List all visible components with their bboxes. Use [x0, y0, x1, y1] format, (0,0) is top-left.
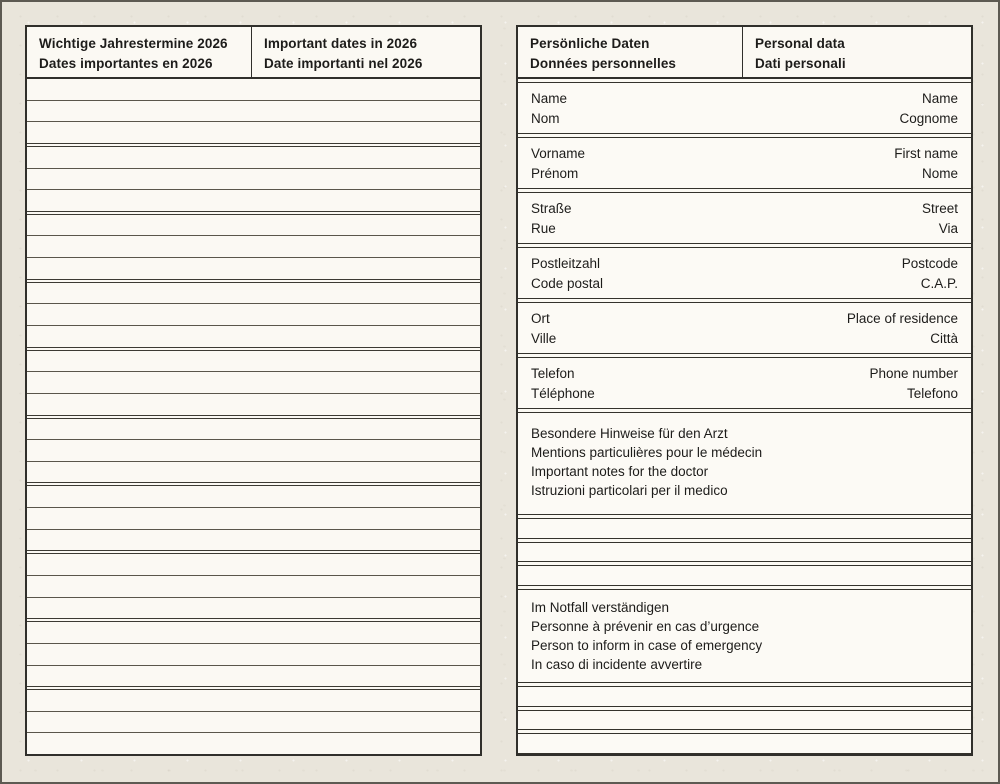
blank-writing-line — [518, 733, 971, 754]
doctor-notes-box — [518, 412, 971, 515]
header-title-it: Date importanti nel 2026 — [264, 55, 423, 71]
blank-writing-line — [27, 394, 480, 415]
emergency-it: In caso di incidente avvertire — [531, 657, 703, 673]
field-label-en-it — [899, 89, 958, 133]
blank-writing-line — [27, 283, 480, 305]
header-title-fr: Données personnelles — [530, 55, 677, 71]
header-col-de-fr — [518, 27, 743, 77]
field-name — [518, 82, 971, 134]
header-col-en-it — [252, 27, 480, 77]
label-de: Straße — [531, 201, 572, 216]
blank-line-group — [27, 350, 480, 416]
blank-writing-line — [27, 304, 480, 326]
blank-writing-line — [27, 101, 480, 123]
blank-writing-line — [27, 190, 480, 211]
emergency-en: Person to inform in case of emergency — [531, 638, 763, 654]
doctor-notes-de: Besondere Hinweise für den Arzt — [531, 426, 728, 441]
personal-data-stack — [518, 79, 971, 754]
blank-writing-line — [27, 122, 480, 143]
label-it: Cognome — [899, 110, 958, 126]
blank-line-group — [27, 79, 480, 144]
blank-writing-line — [27, 486, 480, 508]
doctor-notes-fr: Mentions particulières pour le médecin — [531, 445, 763, 460]
personal-data-header — [518, 27, 971, 79]
blank-writing-line — [27, 576, 480, 598]
blank-writing-line — [27, 372, 480, 394]
blank-writing-line — [27, 258, 480, 279]
field-postcode — [518, 247, 971, 299]
blank-writing-line — [27, 666, 480, 687]
blank-line-group — [27, 485, 480, 551]
field-label-de-fr — [531, 199, 572, 243]
blank-line-group — [27, 418, 480, 484]
label-de: Vorname — [531, 146, 586, 161]
field-label-de-fr — [531, 89, 567, 133]
field-place-of-residence — [518, 302, 971, 354]
label-fr: Code postal — [531, 275, 604, 291]
blank-line-group — [27, 553, 480, 619]
label-fr: Nom — [531, 110, 560, 126]
blank-writing-line — [27, 147, 480, 169]
blank-writing-line — [27, 530, 480, 551]
label-en: Street — [921, 201, 958, 216]
label-it: C.A.P. — [920, 275, 958, 291]
field-label-de-fr — [531, 144, 585, 188]
label-de: Telefon — [531, 366, 575, 381]
header-title-it: Dati personali — [755, 55, 846, 71]
label-it: Telefono — [906, 385, 958, 401]
blank-line-group — [27, 621, 480, 687]
label-de: Postleitzahl — [531, 256, 601, 271]
field-label-de-fr — [531, 364, 595, 408]
emergency-fr: Personne à prévenir en cas d’urgence — [531, 619, 760, 635]
blank-writing-line — [27, 351, 480, 373]
header-col-en-it — [743, 27, 971, 77]
blank-writing-line — [27, 712, 480, 734]
label-fr: Téléphone — [531, 385, 595, 401]
label-it: Città — [930, 330, 958, 346]
blank-line-group — [27, 146, 480, 212]
blank-writing-line — [518, 542, 971, 563]
header-col-de-fr — [27, 27, 252, 77]
field-first-name — [518, 137, 971, 189]
emergency-de: Im Notfall verständigen — [531, 600, 670, 616]
blank-writing-line — [27, 733, 480, 754]
field-label-en-it — [847, 309, 958, 353]
header-title-de: Wichtige Jahrestermine 2026 — [39, 36, 228, 51]
field-label-en-it — [922, 199, 958, 243]
header-title-en: Personal data — [755, 36, 845, 51]
label-en: First name — [894, 146, 958, 161]
field-label-de-fr — [531, 309, 556, 353]
doctor-notes-it: Istruzioni particolari per il medico — [531, 483, 728, 498]
header-title-en: Important dates in 2026 — [264, 36, 418, 51]
field-label-en-it — [869, 364, 958, 408]
label-fr: Ville — [531, 330, 557, 346]
blank-writing-line — [27, 622, 480, 644]
label-en: Phone number — [869, 366, 958, 381]
blank-writing-line — [27, 690, 480, 712]
field-label-en-it — [894, 144, 958, 188]
field-label-en-it — [902, 254, 958, 298]
label-en: Name — [921, 91, 958, 106]
blank-writing-line — [518, 565, 971, 586]
dates-lines-area — [27, 79, 480, 754]
blank-writing-line — [518, 710, 971, 731]
blank-writing-line — [27, 462, 480, 483]
blank-writing-line — [27, 440, 480, 462]
blank-writing-line — [27, 554, 480, 576]
label-fr: Prénom — [531, 165, 579, 181]
blank-line-group — [27, 214, 480, 280]
label-de: Name — [531, 91, 568, 106]
label-it: Nome — [921, 165, 958, 181]
blank-writing-line — [27, 419, 480, 441]
blank-writing-line — [518, 518, 971, 539]
important-dates-panel — [25, 25, 482, 756]
blank-line-group — [27, 282, 480, 348]
blank-writing-line — [27, 644, 480, 666]
important-dates-header — [27, 27, 480, 79]
label-en: Postcode — [901, 256, 958, 271]
blank-line-group — [27, 689, 480, 754]
blank-writing-line — [27, 326, 480, 347]
label-de: Ort — [531, 311, 550, 326]
field-phone — [518, 357, 971, 409]
field-label-de-fr — [531, 254, 603, 298]
doctor-notes-en: Important notes for the doctor — [531, 464, 709, 479]
emergency-contact-box — [518, 589, 971, 683]
blank-writing-line — [27, 236, 480, 258]
header-title-fr: Dates importantes en 2026 — [39, 55, 213, 71]
blank-writing-line — [27, 598, 480, 619]
blank-writing-line — [518, 686, 971, 707]
label-it: Via — [938, 220, 958, 236]
personal-data-panel — [516, 25, 973, 756]
field-street — [518, 192, 971, 244]
blank-writing-line — [27, 169, 480, 191]
blank-writing-line — [27, 79, 480, 101]
label-fr: Rue — [531, 220, 556, 236]
blank-writing-line — [27, 508, 480, 530]
blank-writing-line — [27, 215, 480, 237]
label-en: Place of residence — [846, 311, 958, 326]
header-title-de: Persönliche Daten — [530, 36, 650, 51]
